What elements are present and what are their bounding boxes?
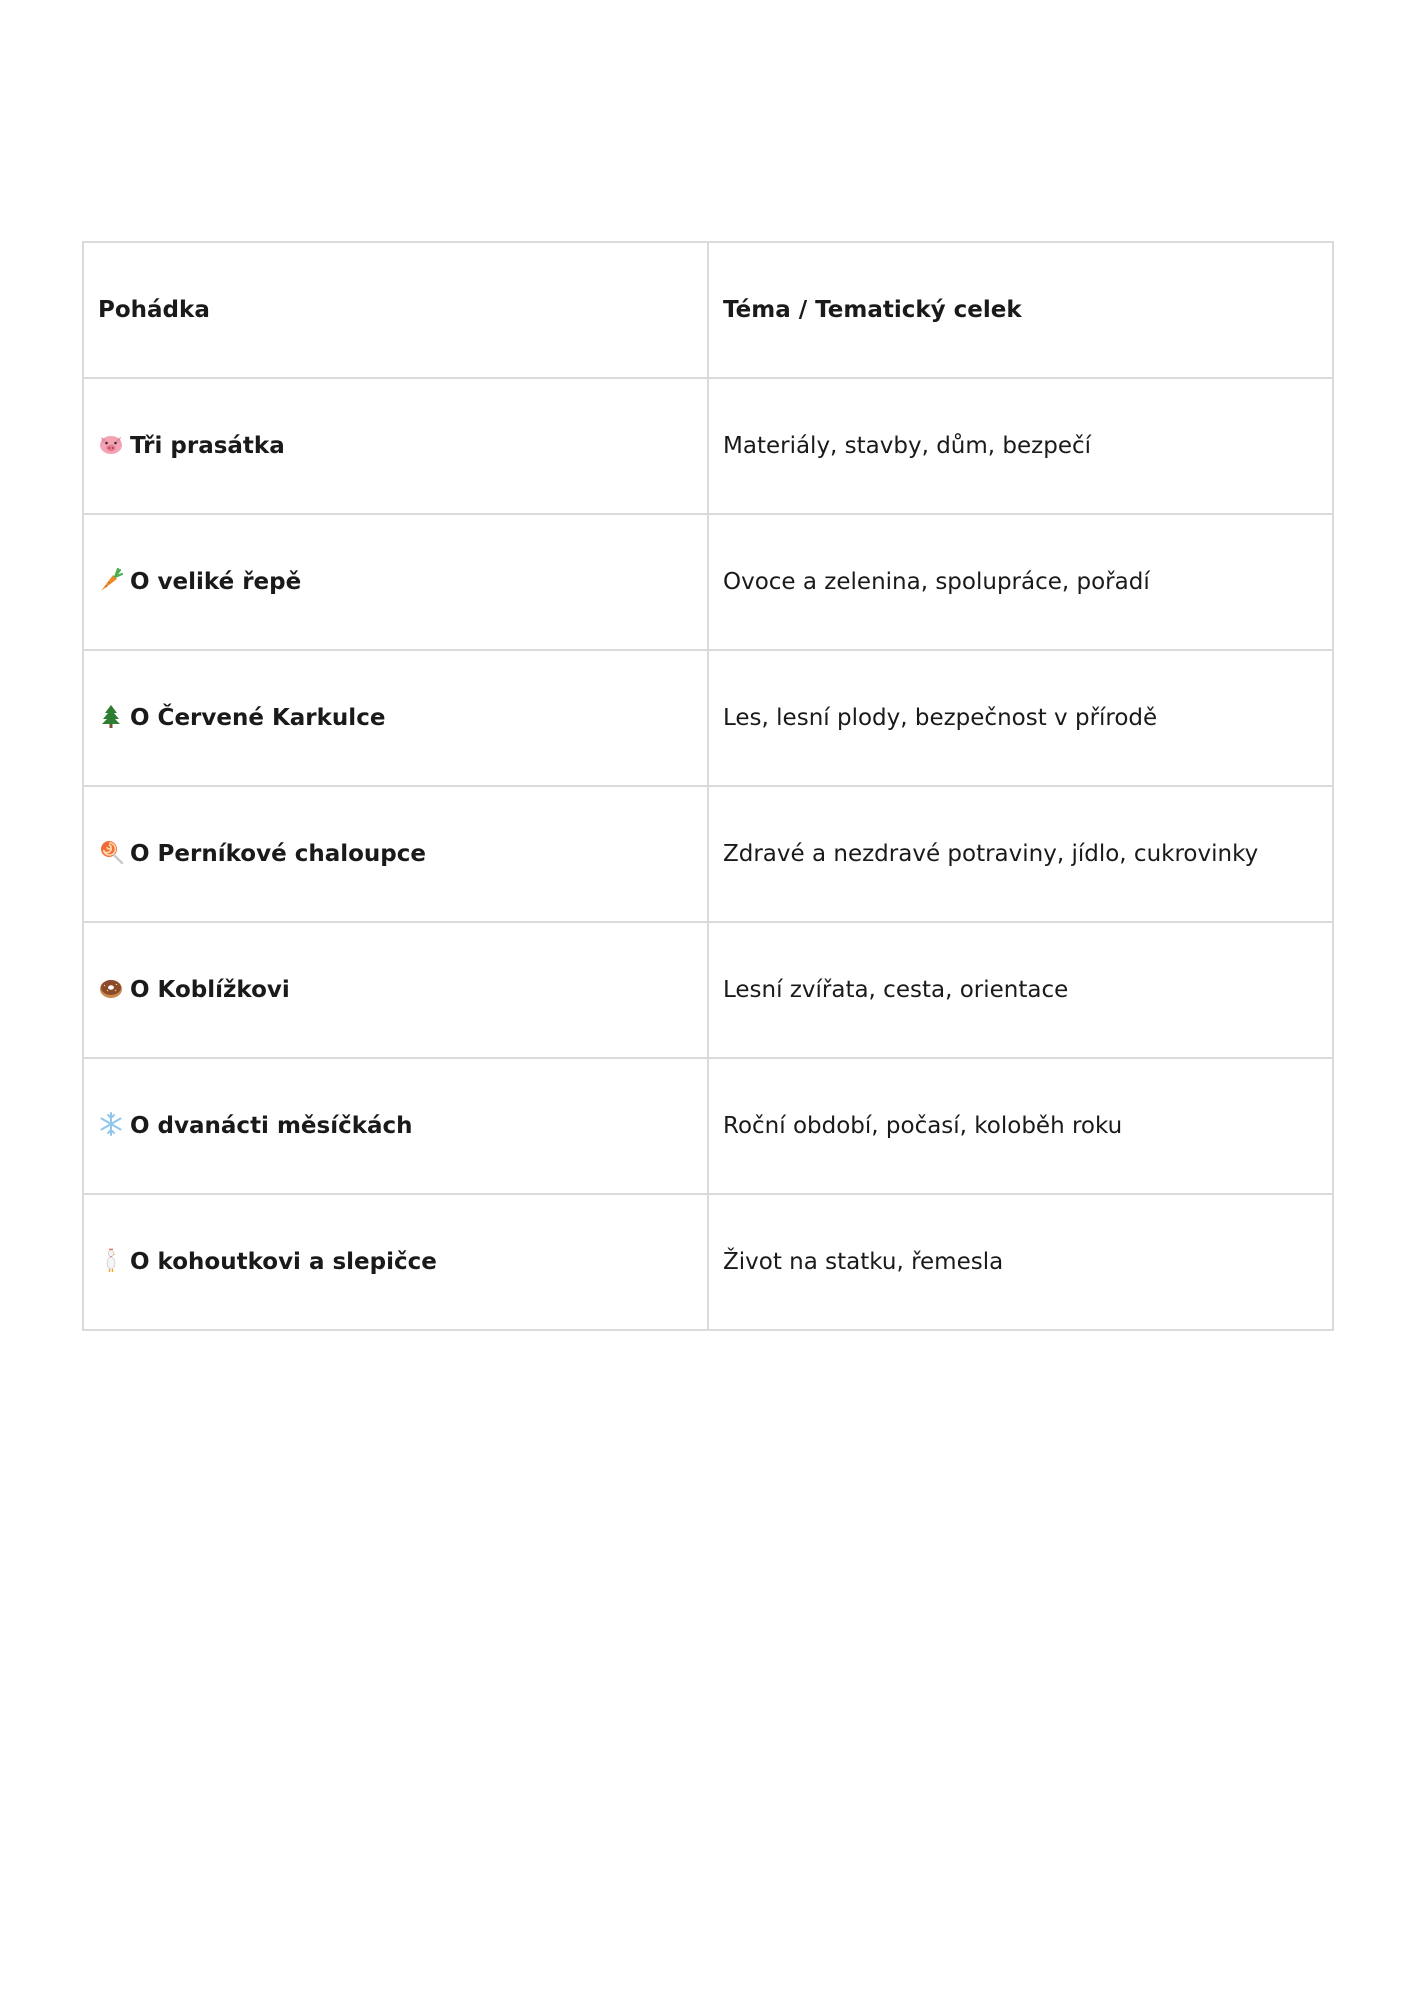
rooster-icon <box>98 1247 124 1273</box>
table-row <box>83 514 1333 650</box>
theme-cell <box>708 378 1333 514</box>
theme-cell <box>708 650 1333 786</box>
theme-cell <box>708 1058 1333 1194</box>
theme-text: Materiály, stavby, dům, bezpečí <box>723 433 1092 459</box>
table-header-row <box>83 242 1333 378</box>
theme-text: Roční období, počasí, koloběh roku <box>723 1113 1123 1139</box>
tale-title: O Perníkové chaloupce <box>130 841 426 867</box>
carrot-icon <box>98 567 124 593</box>
tale-cell <box>83 786 708 922</box>
fairy-tale-themes-table <box>82 241 1334 1331</box>
tale-title: O Koblížkovi <box>130 977 290 1003</box>
table-row <box>83 378 1333 514</box>
theme-cell <box>708 922 1333 1058</box>
tale-cell <box>83 1194 708 1330</box>
tale-cell <box>83 378 708 514</box>
tale-title: O dvanácti měsíčkách <box>130 1113 413 1139</box>
theme-cell <box>708 1194 1333 1330</box>
column-header-theme: Téma / Tematický celek <box>708 242 1333 378</box>
theme-text: Život na statku, řemesla <box>723 1249 1004 1275</box>
snowflake-icon <box>98 1111 124 1137</box>
tale-cell <box>83 650 708 786</box>
lollipop-icon <box>98 839 124 865</box>
tale-cell <box>83 922 708 1058</box>
theme-cell <box>708 514 1333 650</box>
tale-title: O veliké řepě <box>130 569 302 595</box>
pig-face-icon <box>98 431 124 457</box>
tale-title: O Červené Karkulce <box>130 705 386 731</box>
tale-cell <box>83 1058 708 1194</box>
table-row <box>83 650 1333 786</box>
theme-text: Les, lesní plody, bezpečnost v přírodě <box>723 705 1158 731</box>
theme-cell <box>708 786 1333 922</box>
table-row <box>83 1194 1333 1330</box>
theme-text: Lesní zvířata, cesta, orientace <box>723 977 1069 1003</box>
column-header-tale: Pohádka <box>83 242 708 378</box>
tale-title: Tři prasátka <box>130 433 285 459</box>
theme-text: Ovoce a zelenina, spolupráce, pořadí <box>723 569 1150 595</box>
tale-cell <box>83 514 708 650</box>
tale-title: O kohoutkovi a slepičce <box>130 1249 437 1275</box>
doughnut-icon <box>98 975 124 1001</box>
evergreen-tree-icon <box>98 703 124 729</box>
table-row <box>83 1058 1333 1194</box>
theme-text: Zdravé a nezdravé potraviny, jídlo, cukrovinky <box>723 841 1259 867</box>
table-row <box>83 922 1333 1058</box>
table-row <box>83 786 1333 922</box>
